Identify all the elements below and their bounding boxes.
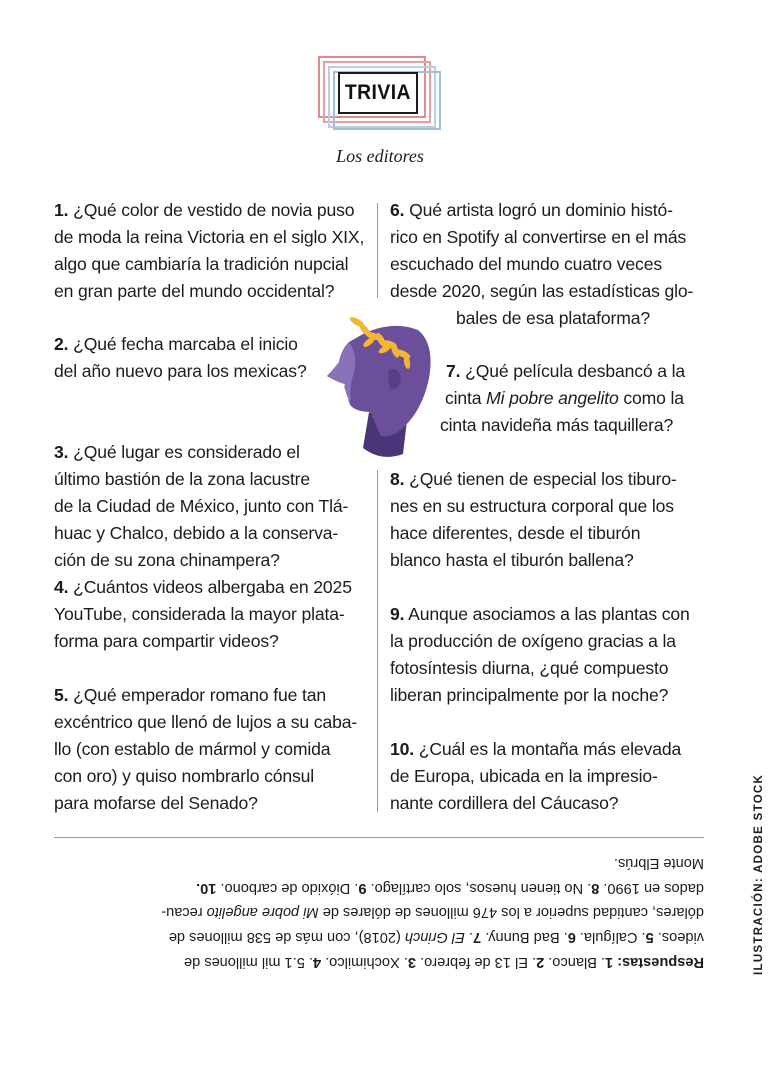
- answers-line-5: Monte Elbrús.: [613, 854, 704, 871]
- answers-divider: [54, 837, 704, 838]
- question-2: 2. ¿Qué fecha marcaba el inicio del año nuevo para los mexicas?: [54, 334, 307, 381]
- byline: Los editores: [336, 146, 424, 166]
- question-3: 3. ¿Qué lugar es considerado el último bastión de la zona lacustre de la Ciudad de México, junto con Tlá- huac y Chalco, debido a la conserva- ción de su zona chinampera?: [54, 442, 349, 570]
- trivia-logo: [318, 56, 440, 130]
- question-7: 7. ¿Qué película desbancó a la cinta Mi pobre angelito como la cinta navideña más taquillera?: [440, 361, 686, 435]
- column-divider-top: [377, 203, 378, 298]
- answers-line-3: dólares, cantidad superior a los 476 millones de dólares de Mi pobre angelito recau-: [161, 904, 704, 921]
- answers-line-4: dados en 1990. 8. No tienen huesos, solo cartílago. 9. Dióxido de carbono. 10.: [196, 879, 704, 896]
- roman-emperor-bust-illustration: [323, 316, 435, 461]
- section-label: TRIVIA: [344, 81, 412, 104]
- logo-label-box: [338, 72, 418, 114]
- question-4: 4. ¿Cuántos videos albergaba en 2025 YouTube, considerada la mayor plata- forma para compartir videos?: [54, 577, 352, 651]
- film-title: Mi pobre angelito: [486, 388, 619, 408]
- answers-line-2: videos. 5. Calígula. 6. Bad Bunny. 7. El Grinch (2018), con más de 538 millones de: [168, 929, 704, 946]
- question-9: 9. Aunque asociamos a las plantas con la producción de oxígeno gracias a la fotosíntesis diurna, ¿qué compuesto liberan principalmente por la noche?: [390, 604, 690, 705]
- answers-line-1: Respuestas: 1. Blanco. 2. El 13 de febrero. 3. Xochimilco. 4. 5.1 mil millones de: [183, 953, 704, 970]
- question-6: 6. Qué artista logró un dominio histó- rico en Spotify al convertirse en el más escuchado del mundo cuatro veces desde 2020, según las estadísticas glo- bales de esa plataforma?: [390, 200, 694, 328]
- question-5: 5. ¿Qué emperador romano fue tan excéntrico que llenó de lujos a su caba- llo (con establo de mármol y comida con oro) y quiso nombrarlo cónsul para mofarse del Senado?: [54, 685, 358, 813]
- question-1: 1. ¿Qué color de vestido de novia puso de moda la reina Victoria en el siglo XIX, algo que cambiaría la tradición nupcial en gran parte del mundo occidental?: [54, 200, 365, 301]
- illustration-credit: ILUSTRACIÓN: ADOBE STOCK: [753, 773, 765, 975]
- question-10: 10. ¿Cuál es la montaña más elevada de Europa, ubicada en la impresio- nante cordillera del Cáucaso?: [390, 739, 682, 813]
- answers-block: [54, 850, 704, 974]
- column-divider-bottom: [377, 470, 378, 812]
- question-8: 8. ¿Qué tienen de especial los tiburo- nes en su estructura corporal que los hace diferentes, desde el tiburón blanco hasta el tiburón ballena?: [390, 469, 677, 570]
